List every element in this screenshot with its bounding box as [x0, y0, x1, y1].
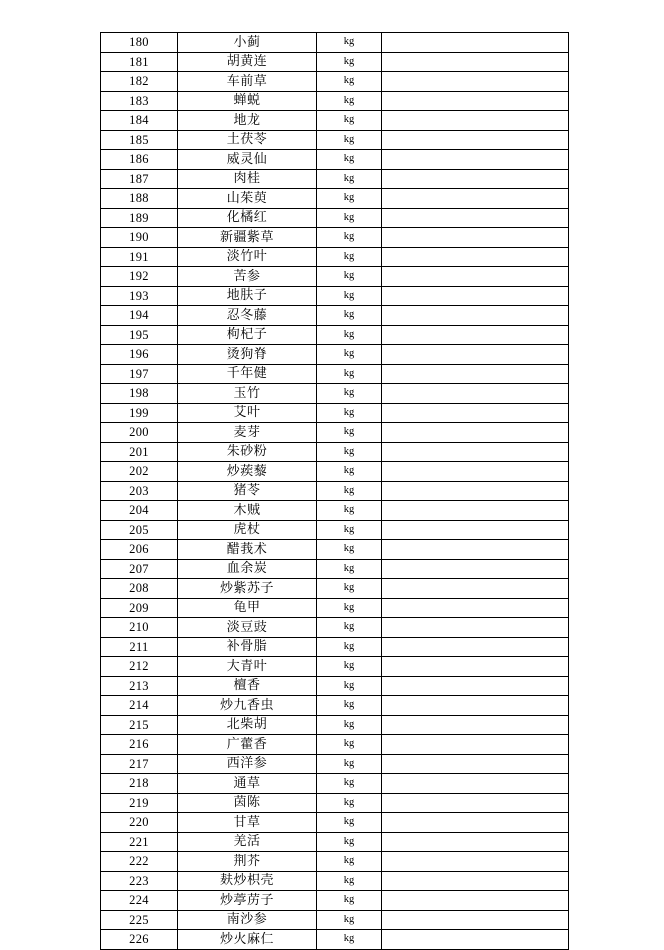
cell-blank	[382, 520, 569, 540]
cell-name: 甘草	[178, 813, 317, 833]
cell-name: 北柴胡	[178, 715, 317, 735]
table-row	[101, 637, 569, 657]
table-row	[101, 306, 569, 326]
cell-name: 威灵仙	[178, 150, 317, 170]
cell-index: 207	[101, 559, 178, 579]
table-row	[101, 189, 569, 209]
table-row	[101, 501, 569, 521]
table-row	[101, 91, 569, 111]
cell-index: 196	[101, 345, 178, 365]
cell-blank	[382, 403, 569, 423]
cell-unit: kg	[317, 618, 382, 638]
cell-name: 蝉蜕	[178, 91, 317, 111]
cell-unit: kg	[317, 208, 382, 228]
cell-blank	[382, 774, 569, 794]
cell-index: 210	[101, 618, 178, 638]
table-row	[101, 520, 569, 540]
cell-blank	[382, 52, 569, 72]
cell-blank	[382, 871, 569, 891]
cell-name: 血余炭	[178, 559, 317, 579]
cell-name: 烫狗脊	[178, 345, 317, 365]
cell-blank	[382, 267, 569, 287]
table-row	[101, 481, 569, 501]
cell-name: 炒蒺藜	[178, 462, 317, 482]
table-row	[101, 774, 569, 794]
cell-unit: kg	[317, 247, 382, 267]
cell-name: 化橘红	[178, 208, 317, 228]
cell-unit: kg	[317, 598, 382, 618]
cell-blank	[382, 559, 569, 579]
cell-name: 车前草	[178, 72, 317, 92]
cell-blank	[382, 306, 569, 326]
cell-index: 202	[101, 462, 178, 482]
cell-index: 187	[101, 169, 178, 189]
cell-index: 226	[101, 930, 178, 950]
cell-name: 麦芽	[178, 423, 317, 443]
cell-name: 西洋参	[178, 754, 317, 774]
cell-blank	[382, 754, 569, 774]
cell-blank	[382, 598, 569, 618]
cell-blank	[382, 345, 569, 365]
cell-name: 淡竹叶	[178, 247, 317, 267]
cell-name: 炒葶苈子	[178, 891, 317, 911]
cell-index: 213	[101, 676, 178, 696]
cell-index: 223	[101, 871, 178, 891]
cell-index: 185	[101, 130, 178, 150]
cell-blank	[382, 930, 569, 950]
cell-index: 190	[101, 228, 178, 248]
table-row	[101, 364, 569, 384]
cell-name: 大青叶	[178, 657, 317, 677]
cell-index: 220	[101, 813, 178, 833]
cell-blank	[382, 364, 569, 384]
cell-name: 广藿香	[178, 735, 317, 755]
cell-index: 181	[101, 52, 178, 72]
cell-index: 203	[101, 481, 178, 501]
cell-unit: kg	[317, 325, 382, 345]
cell-unit: kg	[317, 520, 382, 540]
cell-unit: kg	[317, 637, 382, 657]
cell-blank	[382, 852, 569, 872]
cell-blank	[382, 540, 569, 560]
cell-blank	[382, 637, 569, 657]
table-row	[101, 52, 569, 72]
cell-blank	[382, 501, 569, 521]
table-row	[101, 579, 569, 599]
cell-unit: kg	[317, 891, 382, 911]
cell-blank	[382, 735, 569, 755]
cell-name: 胡黄连	[178, 52, 317, 72]
cell-blank	[382, 189, 569, 209]
table-row	[101, 696, 569, 716]
cell-index: 191	[101, 247, 178, 267]
cell-index: 212	[101, 657, 178, 677]
cell-index: 225	[101, 910, 178, 930]
cell-index: 218	[101, 774, 178, 794]
cell-blank	[382, 111, 569, 131]
cell-blank	[382, 832, 569, 852]
cell-name: 淡豆豉	[178, 618, 317, 638]
table-row	[101, 111, 569, 131]
table-row	[101, 871, 569, 891]
table-body	[101, 33, 569, 950]
table-row	[101, 540, 569, 560]
cell-unit: kg	[317, 559, 382, 579]
table-row	[101, 618, 569, 638]
cell-unit: kg	[317, 345, 382, 365]
cell-unit: kg	[317, 150, 382, 170]
cell-unit: kg	[317, 111, 382, 131]
cell-unit: kg	[317, 813, 382, 833]
cell-name: 枸杞子	[178, 325, 317, 345]
cell-index: 198	[101, 384, 178, 404]
cell-unit: kg	[317, 832, 382, 852]
table-row	[101, 754, 569, 774]
table-row	[101, 208, 569, 228]
cell-name: 新疆紫草	[178, 228, 317, 248]
cell-blank	[382, 247, 569, 267]
cell-unit: kg	[317, 696, 382, 716]
cell-name: 南沙参	[178, 910, 317, 930]
table-row	[101, 150, 569, 170]
cell-name: 朱砂粉	[178, 442, 317, 462]
table-row	[101, 72, 569, 92]
table-row	[101, 130, 569, 150]
cell-blank	[382, 793, 569, 813]
cell-index: 192	[101, 267, 178, 287]
table-row	[101, 169, 569, 189]
cell-unit: kg	[317, 442, 382, 462]
cell-index: 197	[101, 364, 178, 384]
table-row	[101, 228, 569, 248]
table-row	[101, 930, 569, 950]
cell-name: 炒火麻仁	[178, 930, 317, 950]
cell-blank	[382, 72, 569, 92]
cell-index: 200	[101, 423, 178, 443]
cell-unit: kg	[317, 540, 382, 560]
table-row	[101, 325, 569, 345]
cell-blank	[382, 910, 569, 930]
cell-unit: kg	[317, 169, 382, 189]
cell-index: 214	[101, 696, 178, 716]
table-row	[101, 735, 569, 755]
cell-unit: kg	[317, 423, 382, 443]
cell-blank	[382, 462, 569, 482]
cell-unit: kg	[317, 267, 382, 287]
cell-unit: kg	[317, 286, 382, 306]
cell-unit: kg	[317, 754, 382, 774]
cell-blank	[382, 169, 569, 189]
table-row	[101, 852, 569, 872]
table-row	[101, 384, 569, 404]
cell-name: 小蓟	[178, 33, 317, 53]
cell-blank	[382, 442, 569, 462]
table-row	[101, 715, 569, 735]
table-row	[101, 676, 569, 696]
cell-unit: kg	[317, 33, 382, 53]
table-row	[101, 598, 569, 618]
cell-index: 216	[101, 735, 178, 755]
table-row	[101, 33, 569, 53]
cell-blank	[382, 33, 569, 53]
cell-index: 208	[101, 579, 178, 599]
cell-index: 180	[101, 33, 178, 53]
cell-blank	[382, 481, 569, 501]
table-row	[101, 832, 569, 852]
cell-unit: kg	[317, 306, 382, 326]
cell-name: 土茯苓	[178, 130, 317, 150]
table-row	[101, 423, 569, 443]
cell-blank	[382, 228, 569, 248]
cell-unit: kg	[317, 793, 382, 813]
cell-name: 苦参	[178, 267, 317, 287]
cell-blank	[382, 150, 569, 170]
cell-unit: kg	[317, 774, 382, 794]
cell-blank	[382, 325, 569, 345]
cell-blank	[382, 676, 569, 696]
cell-blank	[382, 384, 569, 404]
cell-index: 219	[101, 793, 178, 813]
cell-index: 201	[101, 442, 178, 462]
cell-name: 猪苓	[178, 481, 317, 501]
cell-index: 186	[101, 150, 178, 170]
cell-unit: kg	[317, 52, 382, 72]
cell-unit: kg	[317, 715, 382, 735]
cell-name: 龟甲	[178, 598, 317, 618]
cell-name: 山茱萸	[178, 189, 317, 209]
cell-name: 艾叶	[178, 403, 317, 423]
cell-name: 肉桂	[178, 169, 317, 189]
cell-blank	[382, 618, 569, 638]
cell-index: 193	[101, 286, 178, 306]
cell-name: 檀香	[178, 676, 317, 696]
table-row	[101, 267, 569, 287]
table-row	[101, 559, 569, 579]
herb-list-table	[100, 32, 569, 950]
cell-index: 215	[101, 715, 178, 735]
cell-index: 195	[101, 325, 178, 345]
cell-unit: kg	[317, 228, 382, 248]
cell-index: 188	[101, 189, 178, 209]
cell-name: 地龙	[178, 111, 317, 131]
cell-index: 221	[101, 832, 178, 852]
cell-index: 217	[101, 754, 178, 774]
cell-blank	[382, 891, 569, 911]
cell-index: 205	[101, 520, 178, 540]
cell-index: 183	[101, 91, 178, 111]
table-row	[101, 793, 569, 813]
cell-unit: kg	[317, 579, 382, 599]
cell-name: 炒九香虫	[178, 696, 317, 716]
cell-name: 荆芥	[178, 852, 317, 872]
cell-blank	[382, 813, 569, 833]
cell-name: 木贼	[178, 501, 317, 521]
table-row	[101, 891, 569, 911]
cell-blank	[382, 715, 569, 735]
cell-index: 199	[101, 403, 178, 423]
cell-name: 羌活	[178, 832, 317, 852]
cell-name: 麸炒枳壳	[178, 871, 317, 891]
cell-index: 204	[101, 501, 178, 521]
cell-unit: kg	[317, 735, 382, 755]
cell-blank	[382, 208, 569, 228]
cell-unit: kg	[317, 481, 382, 501]
cell-unit: kg	[317, 72, 382, 92]
cell-name: 地肤子	[178, 286, 317, 306]
cell-unit: kg	[317, 930, 382, 950]
table-row	[101, 813, 569, 833]
cell-unit: kg	[317, 852, 382, 872]
cell-blank	[382, 286, 569, 306]
cell-unit: kg	[317, 462, 382, 482]
cell-name: 虎杖	[178, 520, 317, 540]
cell-name: 千年健	[178, 364, 317, 384]
cell-name: 茵陈	[178, 793, 317, 813]
cell-name: 忍冬藤	[178, 306, 317, 326]
cell-name: 玉竹	[178, 384, 317, 404]
cell-unit: kg	[317, 501, 382, 521]
table-row	[101, 462, 569, 482]
cell-index: 189	[101, 208, 178, 228]
table-container	[100, 32, 564, 950]
cell-index: 206	[101, 540, 178, 560]
cell-blank	[382, 91, 569, 111]
cell-blank	[382, 579, 569, 599]
cell-unit: kg	[317, 403, 382, 423]
cell-index: 211	[101, 637, 178, 657]
cell-unit: kg	[317, 130, 382, 150]
cell-index: 222	[101, 852, 178, 872]
table-row	[101, 286, 569, 306]
cell-unit: kg	[317, 910, 382, 930]
cell-unit: kg	[317, 676, 382, 696]
cell-unit: kg	[317, 657, 382, 677]
cell-unit: kg	[317, 189, 382, 209]
cell-blank	[382, 696, 569, 716]
cell-name: 醋莪术	[178, 540, 317, 560]
cell-name: 炒紫苏子	[178, 579, 317, 599]
table-row	[101, 657, 569, 677]
cell-unit: kg	[317, 384, 382, 404]
cell-unit: kg	[317, 91, 382, 111]
cell-name: 补骨脂	[178, 637, 317, 657]
cell-index: 194	[101, 306, 178, 326]
table-row	[101, 403, 569, 423]
cell-name: 通草	[178, 774, 317, 794]
cell-index: 209	[101, 598, 178, 618]
table-row	[101, 442, 569, 462]
cell-blank	[382, 657, 569, 677]
cell-index: 184	[101, 111, 178, 131]
cell-blank	[382, 423, 569, 443]
table-row	[101, 247, 569, 267]
cell-unit: kg	[317, 364, 382, 384]
cell-unit: kg	[317, 871, 382, 891]
table-row	[101, 345, 569, 365]
table-row	[101, 910, 569, 930]
cell-blank	[382, 130, 569, 150]
cell-index: 182	[101, 72, 178, 92]
cell-index: 224	[101, 891, 178, 911]
